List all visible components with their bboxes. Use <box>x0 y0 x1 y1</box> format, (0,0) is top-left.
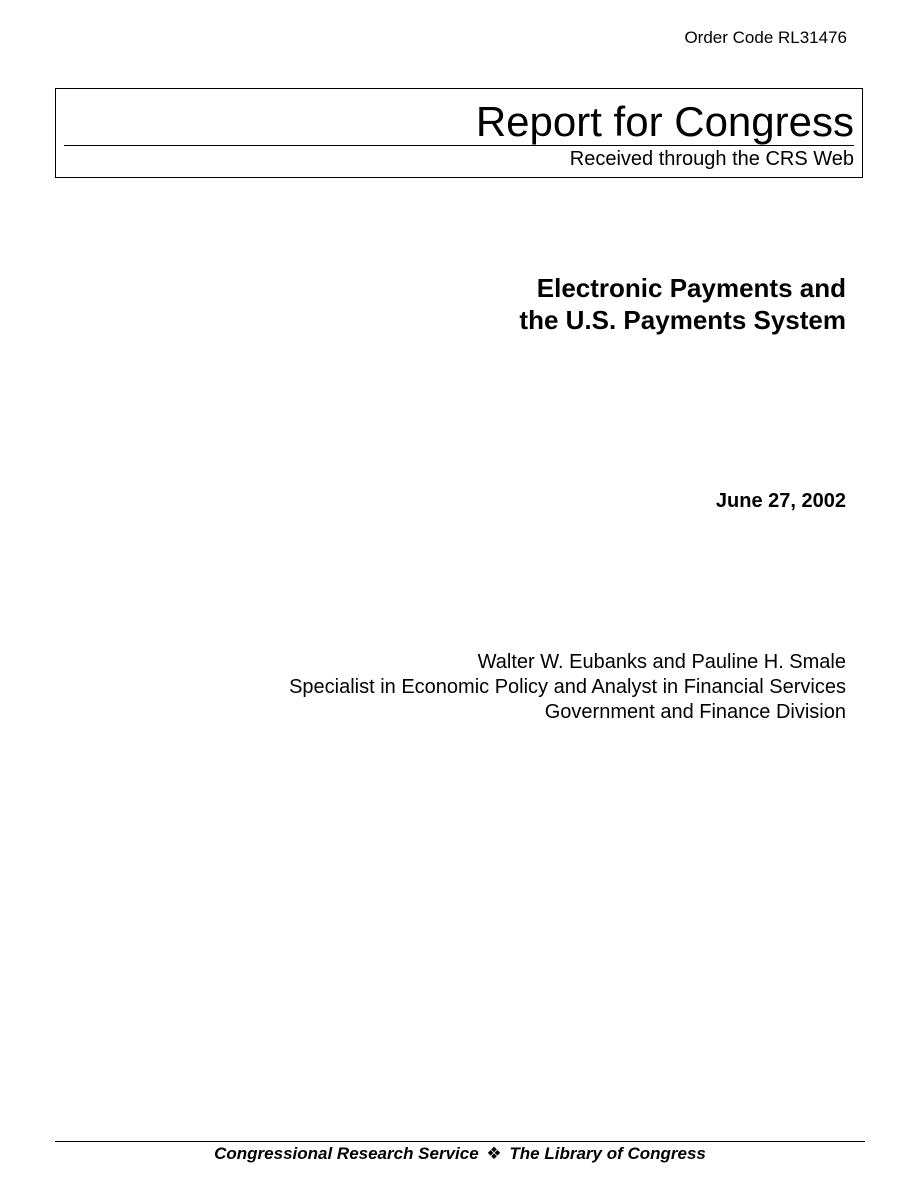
author-block <box>289 650 846 725</box>
banner-title: Report for Congress <box>475 98 854 145</box>
footer-organization: Congressional Research Service <box>214 1144 479 1163</box>
report-title <box>519 272 846 336</box>
report-title-line-2: the U.S. Payments System <box>519 305 846 335</box>
footer-separator-icon: ❖ <box>486 1144 502 1163</box>
report-date: June 27, 2002 <box>715 490 846 512</box>
author-names: Walter W. Eubanks and Pauline H. Smale <box>477 651 846 673</box>
author-division: Government and Finance Division <box>544 701 846 723</box>
banner-divider <box>64 145 854 146</box>
author-titles: Specialist in Economic Policy and Analyst in Financial Services <box>289 676 846 698</box>
banner-subtitle: Received through the CRS Web <box>569 148 854 170</box>
footer-library: The Library of Congress <box>509 1144 706 1163</box>
report-banner <box>55 88 863 178</box>
report-title-line-1: Electronic Payments and <box>536 273 846 303</box>
order-code: Order Code RL31476 <box>684 28 847 47</box>
footer <box>55 1143 865 1164</box>
footer-divider <box>55 1141 865 1142</box>
